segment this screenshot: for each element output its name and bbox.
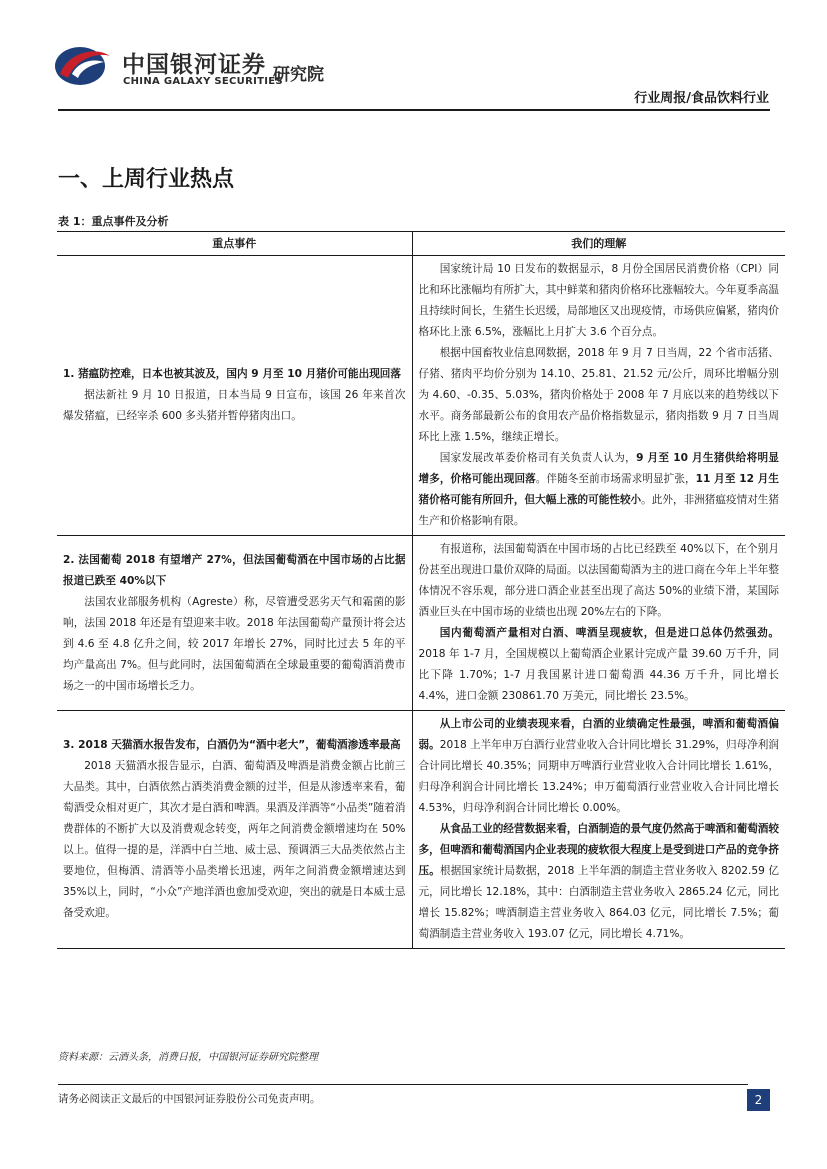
analysis-paragraph: 有报道称，法国葡萄酒在中国市场的占比已经跌至 40%以下，在个别月份甚至出现进口量价双降的局面。以法国葡萄酒为主的进口商在今年上半年整体情况不容乐观，部分进口酒企业甚至出现了高达 50%的业绩下滑，某国际酒业巨头在中国市场的业绩也出现 20%左右的下降。 (418, 543, 779, 618)
analysis-text: 根据国家统计局数据，2018 上半年酒的制造主营业务收入 8202.59 亿元，同比增长 12.18%，其中：白酒制造主营业务收入 2865.24 亿元，同比增长 15.82%；啤酒制造主营业务收入 864.03 亿元，同比增长 7.5%；葡萄酒制造主营业务收入 193.07 亿元，同比增长 4.71%。 (418, 865, 780, 940)
brand-name-en: CHINA GALAXY SECURITIES (123, 76, 283, 87)
event-title: 3. 2018 天猫酒水报告发布，白酒仍为“酒中老大”，葡萄酒渗透率最高 (63, 739, 401, 751)
brand-institute: 研究院 (273, 65, 324, 85)
events-table (57, 231, 785, 949)
table-row (57, 711, 785, 949)
column-header-analysis: 我们的理解 (412, 232, 785, 256)
event-body: 法国农业部服务机构（Agreste）称，尽管遭受恶劣天气和霜菌的影响，法国 2018 年还是有望迎来丰收。2018 年法国葡萄产量预计将会达到 4.6 至 4.8 亿升之间，较 2017 年增长 27%，同时比过去 5 年的平均产量高出 7%。但与此同时，法国葡萄酒在全球最重要的葡萄酒消费市场之一的中国市场增长乏力。 (63, 595, 406, 692)
header-divider (58, 109, 770, 111)
analysis-highlight: 9 月至 10 月生猪供给将明显增多，价格可能出现回落 (418, 452, 779, 485)
table-caption: 表 1：重点事件及分析 (58, 215, 169, 228)
analysis-text: 2018 上半年申万白酒行业营业收入合计同比增长 31.29%，归母净利润合计同比增长 40.35%；同期申万啤酒行业营业收入合计同比增长 1.61%，归母净利润合计同比增长 13.24%；申万葡萄酒行业营业收入合计同比增长 4.53%，归母净利润合计同比增长 0.00%。 (418, 739, 779, 814)
analysis-text: 。伴随冬至前市场需求明显扩张， (535, 473, 696, 485)
analysis-cell (412, 256, 785, 536)
analysis-highlight: 从食品工业的经营数据来看，白酒制造的景气度仍然高于啤酒和葡萄酒较多，但啤酒和葡萄酒国内企业表现的疲软很大程度上是受到进口产品的竞争挤压。 (418, 823, 779, 877)
analysis-highlight: 从上市公司的业绩表现来看，白酒的业绩确定性最强，啤酒和葡萄酒偏弱。 (418, 718, 779, 751)
column-header-event: 重点事件 (57, 232, 412, 256)
analysis-paragraph (419, 819, 780, 945)
analysis-paragraph: 根据中国畜牧业信息网数据，2018 年 9 月 7 日当周，22 个省市活猪、仔猪、猪肉平均价分别为 14.10、25.81、21.52 元/公斤，周环比增幅分别为 4.60、-0.35、5.03%，猪肉价格处于 2008 年 7 月底以来的趋势线以下水平。商务部最新公布的食用农产品价格指数显示，猪肉指数 9 月 7 日当周环比上涨 1.5%，继续正增长。 (418, 347, 779, 443)
analysis-highlight: 国内葡萄酒产量相对白酒、啤酒呈现疲软，但是进口总体仍然强劲。 (439, 627, 779, 639)
analysis-paragraph: 国家统计局 10 日发布的数据显示，8 月份全国居民消费价格（CPI）同比和环比涨幅均有所扩大，其中鲜菜和猪肉价格环比涨幅较大。今年夏季高温且持续时间长，生猪生长迟缓，局部地区又出现疫情，市场供应偏紧，猪肉价格环比上涨 6.5%，涨幅比上月扩大 3.6 个百分点。 (418, 263, 779, 338)
event-cell (57, 256, 412, 536)
event-title: 2. 法国葡萄 2018 有望增产 27%，但法国葡萄酒在中国市场的占比据报道已跌至 40%以下 (63, 553, 406, 587)
brand-name-cn: 中国银河证券 (122, 52, 266, 78)
analysis-cell (412, 536, 785, 711)
event-cell (57, 711, 412, 949)
analysis-paragraph (419, 623, 780, 707)
source-note: 资料来源：云酒头条，消费日报，中国银河证券研究院整理 (58, 1052, 318, 1063)
analysis-text: 2018 年 1-7 月，全国规模以上葡萄酒企业累计完成产量 39.60 万千升，同比下降 1.70%；1-7 月我国累计进口葡萄酒 44.36 万千升，同比增长 4.4%，进口金额 230861.70 万美元，同比增长 23.5%。 (418, 648, 779, 702)
section-title: 一、上周行业热点 (58, 167, 235, 192)
report-type: 行业周报/食品饮料行业 (634, 91, 769, 106)
event-title: 1. 猪瘟防控难，日本也被其波及，国内 9 月至 10 月猪价可能出现回落 (63, 368, 401, 380)
analysis-paragraph (419, 714, 780, 819)
analysis-highlight: 11 月至 12 月生猪价格可能有所回升，但大幅上涨的可能性较小 (418, 473, 779, 506)
company-logo-icon (52, 44, 114, 88)
table-row (57, 536, 785, 711)
footer-divider (58, 1084, 748, 1085)
disclaimer-text: 请务必阅读正文最后的中国银河证券股份公司免责声明。 (58, 1093, 321, 1105)
event-cell (57, 536, 412, 711)
analysis-paragraph (419, 448, 780, 532)
analysis-text: 。此外，非洲猪瘟疫情对生猪生产和价格影响有限。 (418, 494, 780, 527)
page-number: 2 (747, 1089, 770, 1111)
analysis-cell (412, 711, 785, 949)
analysis-text: 国家发展改革委价格司有关负责人认为， (439, 452, 637, 464)
table-row (57, 256, 785, 536)
table-header-row (57, 232, 785, 256)
event-body: 据法新社 9 月 10 日报道，日本当局 9 日宣布，该国 26 年来首次爆发猪瘟，已经宰杀 600 多头猪并暂停猪肉出口。 (63, 389, 406, 422)
event-body: 2018 天猫酒水报告显示，白酒、葡萄酒及啤酒是消费金额占比前三大品类。其中，白酒依然占酒类消费金额的过半，但是从渗透率来看，葡萄酒受众相对更广，其次才是白酒和啤酒。果酒及洋酒等“小品类”随着消费群体的不断扩大以及消费观念转变，两年之间消费金额增速均在 50%以上。值得一提的是，洋酒中白兰地、威士忌、预调酒三大品类依然占主要地位，但梅酒、清酒等小品类增长迅速，两年之间消费金额增速达到 35%以上，同时，“小众”产地洋酒也愈加受欢迎，突出的就是日本威士忌备受欢迎。 (63, 760, 406, 919)
